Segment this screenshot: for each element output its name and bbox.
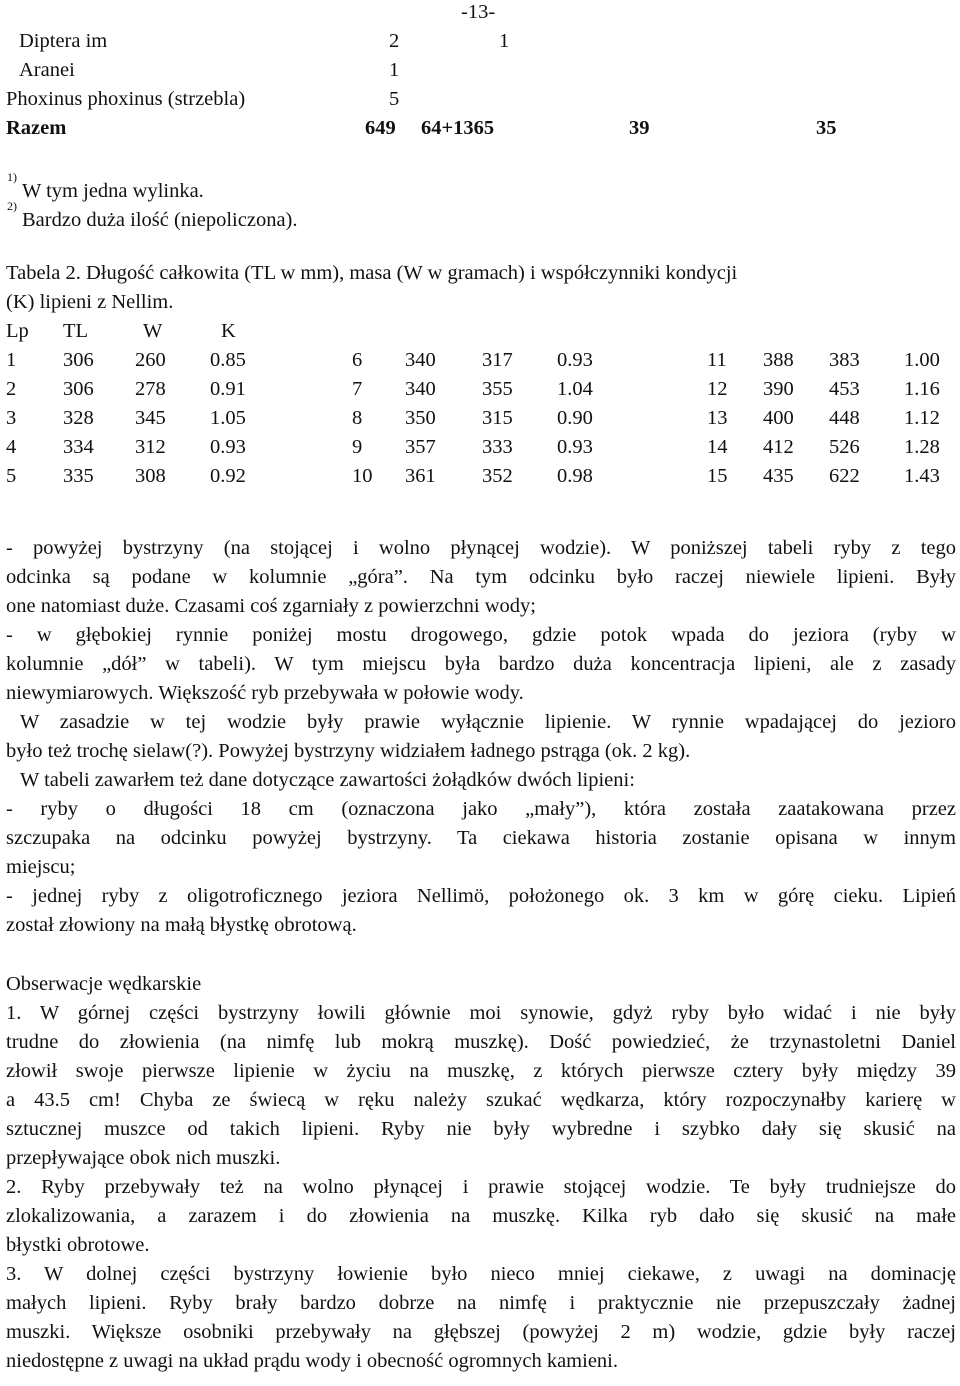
footnote-text: W tym jedna wylinka.: [22, 179, 204, 202]
table-row: [7, 375, 957, 404]
table-row: [7, 462, 957, 491]
text-line: zlokalizowania, a zarazem i do złowienia na muszkę. Kilka ryb dało się skusić na małe: [6, 1205, 956, 1227]
total-label: Razem: [6, 117, 67, 139]
table-cell: 315: [482, 407, 513, 429]
caption-line: (K) lipieni z Nellim.: [6, 291, 174, 313]
table-cell: 0.93: [210, 436, 246, 458]
body-text-2: [6, 999, 956, 1376]
text-line: błystki obrotowe.: [6, 1234, 150, 1256]
table-cell: 622: [829, 465, 860, 487]
table-cell: 435: [763, 465, 794, 487]
table-cell: 2: [6, 378, 17, 400]
table-cell: 0.93: [557, 436, 593, 458]
table-header-row: [7, 317, 957, 346]
table-row: [7, 56, 907, 85]
footnote-text: Bardzo duża ilość (niepoliczona).: [22, 208, 298, 231]
table-cell: 15: [707, 465, 728, 487]
table-cell: 317: [482, 349, 513, 371]
table-cell: 1.00: [904, 349, 940, 371]
count-cell: 1: [389, 59, 400, 81]
table-cell: 0.92: [210, 465, 246, 487]
total-row: [7, 114, 907, 143]
table-cell: 0.93: [557, 349, 593, 371]
text-line: - powyżej bystrzyny (na stojącej i wolno płynącej wodzie). W poniższej tabeli ryby z tego: [6, 537, 956, 559]
body-text-1: [6, 534, 956, 940]
table-cell: 352: [482, 465, 513, 487]
table-cell: 412: [763, 436, 794, 458]
text-line: niewymiarowych. Większość ryb przebywała w połowie wody.: [6, 682, 524, 704]
table-cell: 453: [829, 378, 860, 400]
column-header: Lp: [6, 320, 29, 342]
table-cell: 10: [352, 465, 373, 487]
table-row: [7, 404, 957, 433]
text-line: trudne do złowienia (na nimfę lub mokrą muszkę). Dość powiedzieć, że trzynastoletni Daniel: [6, 1031, 956, 1053]
table-cell: 306: [63, 349, 94, 371]
count-cell: 2: [389, 30, 400, 52]
text-line: niedostępne z uwagi na układ prądu wody i obecność ogromnych kamieni.: [6, 1350, 618, 1372]
text-line: sztucznej muszce od takich lipieni. Ryby nie były wybredne i szybko dały się skusić na: [6, 1118, 956, 1140]
text-line: szczupaka na odcinku powyżej bystrzyny. Ta ciekawa historia zostanie opisana w innym: [6, 827, 956, 849]
text-line: muszki. Większe osobniki przebywały na głębszej (powyżej 2 m) wodzie, gdzie były raczej: [6, 1321, 956, 1343]
total-cell: 35: [816, 117, 837, 139]
table-caption: [6, 259, 956, 317]
table-cell: 3: [6, 407, 17, 429]
table-cell: 340: [405, 378, 436, 400]
text-line: a 43.5 cm! Chyba ze świecą w ręku należy szukać wędkarza, który rozpoczynałby karierę w: [6, 1089, 956, 1111]
column-header: TL: [63, 320, 89, 342]
table-cell: 355: [482, 378, 513, 400]
text-line: W zasadzie w tej wodzie były prawie wyłącznie lipienie. W rynnie wpadającej do jezioro: [20, 711, 956, 733]
taxon-name: Aranei: [19, 59, 75, 81]
table-cell: 448: [829, 407, 860, 429]
page-number: -13-: [461, 1, 496, 23]
table-cell: 4: [6, 436, 17, 458]
table-cell: 1.05: [210, 407, 246, 429]
table-cell: 388: [763, 349, 794, 371]
table-cell: 5: [6, 465, 17, 487]
text-line: kolumnie „dół” w tabeli). W tym miejscu była bardzo duża koncentracja lipieni, ale z zasady: [6, 653, 956, 675]
table-cell: 334: [63, 436, 94, 458]
table-cell: 308: [135, 465, 166, 487]
section-title: Obserwacje wędkarskie: [6, 973, 202, 995]
text-line: przepływające obok nich muszki.: [6, 1147, 281, 1169]
table-cell: 11: [707, 349, 727, 371]
taxon-name: Diptera im: [19, 30, 108, 52]
table-cell: 260: [135, 349, 166, 371]
table-cell: 0.98: [557, 465, 593, 487]
table-cell: 1.28: [904, 436, 940, 458]
table-cell: 526: [829, 436, 860, 458]
table-cell: 278: [135, 378, 166, 400]
text-line: - jednej ryby z oligotroficznego jeziora Nellimö, położonego ok. 3 km w górę cieku. Lipień: [6, 885, 956, 907]
caption-line: Tabela 2. Długość całkowita (TL w mm), masa (W w gramach) i współczynniki kondycji: [6, 262, 738, 284]
total-cell: 649: [365, 117, 396, 139]
table-cell: 1.16: [904, 378, 940, 400]
footnote-mark: 1): [7, 170, 17, 184]
text-line: małych lipieni. Ryby brały bardzo dobrze na nimfę i praktycznie nie przepuszczały żadnej: [6, 1292, 956, 1314]
footnote: [7, 200, 298, 235]
table-cell: 14: [707, 436, 728, 458]
table-cell: 12: [707, 378, 728, 400]
text-line: one natomiast duże. Czasami coś zgarniały z powierzchni wody;: [6, 595, 536, 617]
table-cell: 7: [352, 378, 363, 400]
count-cell: 1: [499, 30, 510, 52]
text-line: - w głębokiej rynnie poniżej mostu drogowego, gdzie potok wpada do jeziora (ryby w: [6, 624, 956, 646]
total-cell: 64+1365: [421, 117, 495, 139]
table-cell: 1: [6, 349, 17, 371]
column-header: K: [221, 320, 236, 342]
table-cell: 345: [135, 407, 166, 429]
total-cell: 39: [629, 117, 650, 139]
column-header: W: [143, 320, 163, 342]
table-row: [7, 433, 957, 462]
table-cell: 1.12: [904, 407, 940, 429]
text-line: złowił swoje pierwsze lipienie w życiu na muszkę, z których pierwsze cztery były między 39: [6, 1060, 956, 1082]
text-line: W tabeli zawarłem też dane dotyczące zawartości żołądków dwóch lipieni:: [20, 769, 635, 791]
table-cell: 350: [405, 407, 436, 429]
text-line: 1. W górnej części bystrzyny łowili głównie moi synowie, gdyż ryby było widać i nie były: [6, 1002, 956, 1024]
table-cell: 357: [405, 436, 436, 458]
text-line: 2. Ryby przebywały też na wolno płynącej i prawie stojącej wodzie. Te były trudniejsze do: [6, 1176, 956, 1198]
table-cell: 361: [405, 465, 436, 487]
table-cell: 306: [63, 378, 94, 400]
text-line: miejscu;: [6, 856, 76, 878]
table-cell: 0.90: [557, 407, 593, 429]
table-cell: 312: [135, 436, 166, 458]
table-cell: 6: [352, 349, 363, 371]
table-cell: 328: [63, 407, 94, 429]
table-cell: 340: [405, 349, 436, 371]
table-cell: 390: [763, 378, 794, 400]
footnote-mark: 2): [7, 199, 17, 213]
count-cell: 5: [389, 88, 400, 110]
text-line: było też trochę sielaw(?). Powyżej bystrzyny widziałem ładnego pstrąga (ok. 2 kg).: [6, 740, 691, 762]
table-cell: 335: [63, 465, 94, 487]
table-cell: 0.85: [210, 349, 246, 371]
table-cell: 9: [352, 436, 363, 458]
text-line: odcinka są podane w kolumnie „góra”. Na tym odcinku było raczej niewiele lipieni. Były: [6, 566, 956, 588]
table-row: [7, 27, 907, 56]
table-cell: 333: [482, 436, 513, 458]
table-cell: 13: [707, 407, 728, 429]
table-cell: 8: [352, 407, 363, 429]
text-line: - ryby o długości 18 cm (oznaczona jako „mały”), która została zaatakowana przez: [6, 798, 956, 820]
table-cell: 400: [763, 407, 794, 429]
table-cell: 0.91: [210, 378, 246, 400]
table-row: [7, 85, 907, 114]
text-line: 3. W dolnej części bystrzyny łowienie było nieco mniej ciekawe, z uwagi na dominację: [6, 1263, 956, 1285]
table-cell: 383: [829, 349, 860, 371]
table-cell: 1.04: [557, 378, 593, 400]
taxon-name: Phoxinus phoxinus (strzebla): [6, 88, 246, 110]
text-line: został złowiony na małą błystkę obrotową.: [6, 914, 357, 936]
table-row: [7, 346, 957, 375]
table-cell: 1.43: [904, 465, 940, 487]
